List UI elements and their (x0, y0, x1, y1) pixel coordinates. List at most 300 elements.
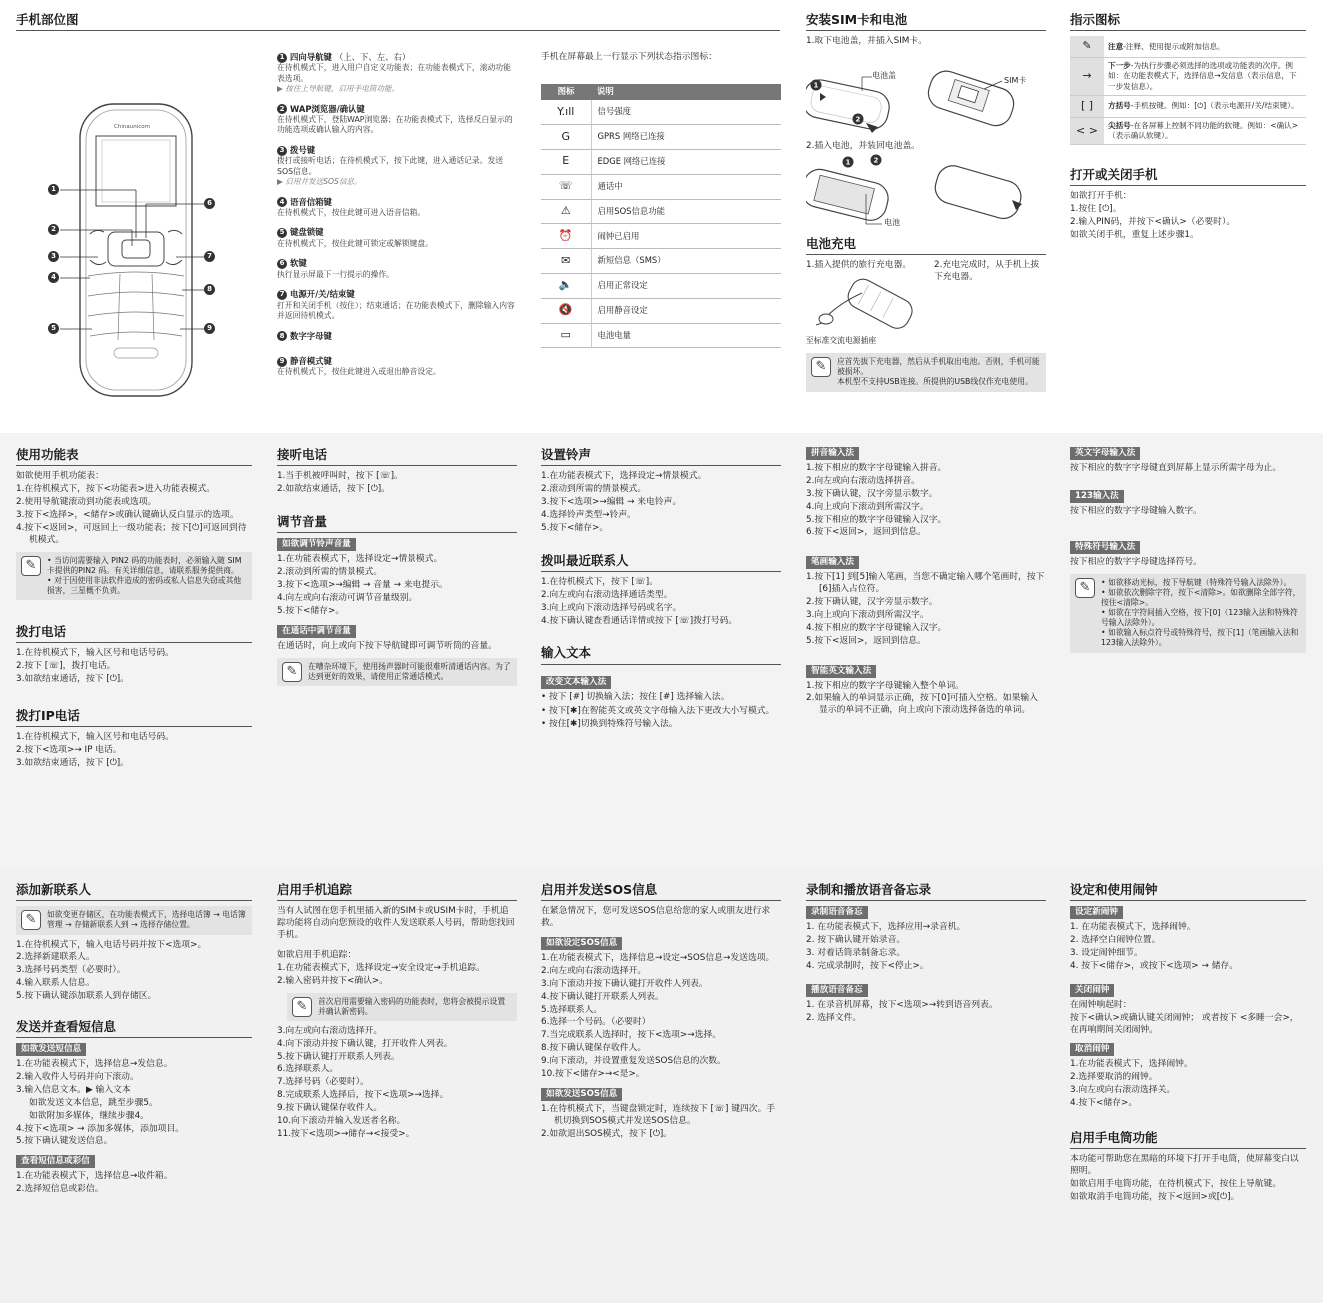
status-icon-desc: EDGE 网络已连接 (591, 149, 781, 174)
key-item (277, 104, 517, 136)
status-icons-intro: 手机在屏幕最上一行显示下列状态指示图标： (541, 52, 717, 62)
list-item: 3.向上或向下滚动到所需汉字。 (806, 609, 929, 620)
key-hint: ▶ 按住上导航键，启用手电筒功能。 (277, 84, 400, 94)
list-item: 1.在待机模式下，输入电话号码并按下<选项>。 (16, 939, 207, 950)
edge-icon: E (541, 149, 591, 174)
new-message-icon: ✉ (541, 249, 591, 274)
ringtone-title: 设置铃声 (541, 447, 781, 466)
list-item: 3.如欲结束通话，按下 [⏻]。 (16, 674, 129, 684)
phone-layout-section (16, 12, 780, 36)
contact-note-text: 如欲变更存储区，在功能表模式下，选择电话簿 → 电话簿管理 → 存储新联系人到 → 选择存储位置。 (47, 910, 246, 930)
list-item: 2.如果输入的单词显示正确，按下[0]可插入空格。如果输入显示的单词不正确，向上或向下滚动选择备选的单词。 (806, 693, 1038, 716)
battery-cover-label: 电池盖 (872, 71, 896, 81)
install-title: 安装SIM卡和电池 (806, 12, 1046, 31)
status-icon-desc: 通话中 (591, 174, 781, 199)
power-outro: 如欲关闭手机，重复上述步骤1。 (1070, 230, 1199, 241)
contact-sms-section (16, 882, 252, 1197)
list-item: • 按住[✱]切换到特殊符号输入法。 (541, 719, 678, 730)
charge-step-1: 1.插入提供的旅行充电器。 (806, 260, 912, 271)
tracker-title: 启用手机追踪 (277, 882, 517, 901)
sos-section (541, 882, 781, 1141)
indicator-text: -为执行步骤必须选择的选项或功能表的次序。例如：在功能表模式下，选择信息→发信息（表示信息，下一步发信息）。 (1108, 61, 1297, 91)
volume-note-text: 在嘈杂环境下，使用扬声器时可能很难听清通话内容。为了达到更好的效果，请使用正常通话模式。 (308, 661, 511, 681)
list-item: 1.按下相应的数字字母键输入整个单词。 (806, 680, 964, 691)
flashlight-title: 启用手电筒功能 (1070, 1130, 1306, 1149)
svg-text:1: 1 (813, 81, 819, 90)
list-item: 1.在功能表模式下，选择设定→安全设定→手机追踪。 (277, 962, 485, 973)
menu-note (16, 552, 252, 601)
key-title: 四向导航键 (290, 52, 332, 62)
indicator-text: -注释、使用提示或附加信息。 (1123, 41, 1225, 51)
indicator-text: -手机按键。例如：[⏻]（表示电源开/关/结束键）。 (1130, 101, 1299, 111)
table-row (541, 224, 781, 249)
list-item: 1.在功能表模式下，选择信息→收件箱。 (16, 1171, 173, 1182)
key-item (277, 331, 517, 342)
callout-7: 7 (204, 251, 215, 262)
key-title-extra: （上、下、左、右） (334, 52, 411, 62)
memo-steps-1 (806, 922, 1046, 973)
abc-sub: 英文字母输入法 (1070, 447, 1140, 460)
list-item: 5.按下确认键发送信息。 (16, 1136, 113, 1147)
ringtone-text-section (541, 447, 781, 733)
note-icon: ✎ (811, 357, 831, 377)
alarm-steps-1 (1070, 922, 1306, 973)
table-row (541, 149, 781, 174)
tracker-note (287, 993, 517, 1021)
list-item: 3.向上或向下滚动选择号码或名字。 (541, 602, 682, 613)
list-item: 2.按下 [☏]，拨打电话。 (16, 661, 116, 672)
key-desc: 在待机模式下，按住此键进入或退出静音设定。 (277, 367, 441, 377)
volume-p2: 在通话时，向上或向下按下导航键即可调节听筒的音量。 (277, 640, 497, 651)
list-item: 5.按下<储存>。 (541, 522, 609, 533)
list-item: 5.按下<返回>，返回到信息。 (806, 635, 926, 646)
symbol-p: 按下相应的数字字母键选择符号。 (1070, 556, 1202, 567)
list-item: 1.在待机模式下，按下 [☏]。 (541, 576, 659, 587)
list-item: 2.选择短信息或彩信。 (16, 1184, 104, 1195)
list-item: 4.按下确认键查看通话详情或按下 [☏]拨打号码。 (541, 615, 738, 626)
key-descriptions (277, 52, 517, 387)
recent-steps (541, 577, 781, 628)
phone-brand-label: Chinaunicom (114, 124, 150, 130)
list-item: 4.按下<返回>，可返回上一级功能表；按下[⏻]可返回到待机模式。 (16, 522, 247, 545)
list-item: 4.按下<储存>。 (1070, 1098, 1138, 1108)
list-item: 3.向左或向右滚动选择开。 (277, 1025, 383, 1036)
text-sub: 改变文本输入法 (541, 676, 611, 689)
symbol-note (1070, 574, 1306, 653)
answer-title: 接听电话 (277, 447, 517, 466)
callout-3: 3 (48, 251, 59, 262)
svg-text:1: 1 (845, 158, 851, 167)
key-title: 语音信箱键 (290, 196, 332, 207)
call-active-icon: ☏ (541, 174, 591, 199)
list-item: 9.按下确认键保存收件人。 (277, 1103, 383, 1113)
memo-sub-2: 播放语音备忘 (806, 984, 868, 997)
battery-install-drawing-icon (806, 154, 1046, 234)
list-item: 3.向下滚动并按下确认键打开收件人列表。 (541, 978, 708, 989)
memo-section (806, 882, 1046, 1026)
list-item: 2.向左或向右滚动选择开。 (541, 965, 647, 976)
key-number: 6 (277, 259, 287, 269)
table-row (541, 249, 781, 274)
table-row (541, 199, 781, 224)
list-item: 1.按下相应的数字字母键输入拼音。 (806, 463, 947, 473)
list-item: 3.选择号码类型（必要时）。 (16, 965, 126, 976)
list-item: 6.按下<返回>，返回到信息。 (806, 527, 926, 538)
status-icon-desc: 电池电量 (591, 323, 781, 348)
list-item: 3.输入信息文本。▶ 输入文本 (16, 1084, 131, 1095)
memo-steps-2 (806, 1000, 1046, 1025)
list-item: 8.完成联系人选择后，按下<选项>→选择。 (277, 1090, 449, 1101)
install-step-2: 2.插入电池，并装回电池盖。 (806, 141, 920, 152)
alarm-sub-1: 设定新闹钟 (1070, 906, 1123, 919)
install-step-1: 1.取下电池盖，并插入SIM卡。 (806, 36, 927, 47)
recent-title: 拨叫最近联系人 (541, 553, 781, 572)
table-row (541, 323, 781, 348)
list-item: 1.在待机模式下，按下<功能表>进入功能表模式。 (16, 484, 216, 495)
list-item: 5.按下相应的数字字母键输入汉字。 (806, 514, 947, 525)
tracker-section (277, 882, 517, 1142)
list-item: 8.按下确认键保存收件人。 (541, 1043, 647, 1054)
indicators-section (1070, 12, 1306, 243)
key-item (277, 258, 517, 280)
status-icons-section (541, 52, 781, 348)
key-item (277, 227, 517, 249)
pinyin-steps (806, 463, 1046, 539)
key-item (277, 145, 517, 188)
key-title: 数字字母键 (290, 330, 332, 341)
alarm-flashlight-section (1070, 882, 1306, 1205)
list-item: 3.按下确认键，汉字旁显示数字。 (806, 488, 938, 499)
table-header-desc: 说明 (591, 84, 781, 100)
volume-note (277, 658, 517, 686)
key-number: 2 (277, 104, 287, 114)
charge-step-2: 2.充电完成时，从手机上拔下充电器。 (934, 260, 1040, 283)
contact-note (16, 906, 252, 934)
list-item: 11.按下<选项>→储存→<接受>。 (277, 1128, 415, 1139)
normal-profile-icon: 🔈 (541, 273, 591, 298)
table-row (541, 174, 781, 199)
key-desc: 在待机模式下，登陆WAP浏览器；在功能表模式下，选择反白显示的功能选项或确认输入的内容。 (277, 114, 513, 135)
ipcall-steps (16, 732, 252, 770)
note-icon: ✎ (1070, 36, 1104, 57)
list-item: 5.按下确认键添加联系人到存储区。 (16, 991, 157, 1001)
key-title: 电源开/关/结束键 (290, 289, 355, 300)
list-item: 1.在待机模式下，输入区号和电话号码。 (16, 732, 174, 743)
contact-steps (16, 940, 252, 1003)
list-item: 2. 选择空白闹钟位置。 (1070, 935, 1161, 946)
table-header-icon: 图标 (541, 84, 591, 100)
list-item: 5.按下确认键打开联系人列表。 (277, 1051, 400, 1062)
alarm-steps-3 (1070, 1059, 1306, 1110)
sos-sub-2: 如欲发送SOS信息 (541, 1088, 622, 1101)
menu-section (16, 447, 252, 771)
note-icon: ✎ (292, 997, 312, 1017)
charge-note (806, 353, 1046, 391)
volume-steps (277, 554, 517, 617)
flashlight-p3: 如欲取消手电筒功能，按下<返回>或[⏻]。 (1070, 1191, 1240, 1202)
volume-sub-1: 如欲调节铃声音量 (277, 538, 356, 551)
alarm-title: 设定和使用闹钟 (1070, 882, 1306, 901)
list-item: 3.如欲结束通话，按下 [⏻]。 (16, 757, 129, 768)
list-item: 2.按下确认键，汉字旁显示数字。 (806, 597, 938, 607)
callout-4: 4 (48, 272, 59, 283)
list-item: 1.在功能表模式下，选择设定→情景模式。 (277, 554, 443, 565)
indicator-text: -在各屏幕上控制不同功能的软键。例如：<确认>（表示确认软键）。 (1108, 120, 1299, 140)
memo-sub-1: 录制语音备忘 (806, 906, 868, 919)
svg-text:2: 2 (873, 156, 879, 165)
list-item: 2.输入收件人号码并向下滚动。 (16, 1072, 139, 1082)
list-item: 6.选择一个号码。（必要时） (541, 1017, 651, 1028)
phone-illustration (46, 100, 226, 400)
status-icon-desc: 启用静音设定 (591, 298, 781, 323)
smart-sub: 智能英文输入法 (806, 665, 876, 678)
list-item: 5.选择联系人。 (541, 1004, 603, 1015)
status-icon-desc: 新短信息（SMS） (591, 249, 781, 274)
key-desc: 拨打或接听电话；在待机模式下，按下此键，进入通话记录。发送SOS信息。 (277, 156, 504, 176)
table-row (1070, 36, 1306, 57)
answer-volume-section (277, 447, 517, 691)
list-item: 4.按下<选项> → 添加多媒体，添加项目。 (16, 1123, 185, 1134)
install-illustration-1 (806, 49, 1046, 141)
status-icon-desc: 信号强度 (591, 100, 781, 125)
key-desc: 打开和关闭手机（按住）；结束通话；在功能表模式下，删除输入内容并返回待机模式。 (277, 300, 515, 321)
outlet-label: 至标准交流电源插座 (806, 335, 877, 345)
list-item: 2.滚动到所需的情景模式。 (541, 484, 647, 495)
callout-6: 6 (204, 198, 215, 209)
list-item: • 按下[✱]在智能英文或英文字母输入法下更改大小写模式。 (541, 705, 775, 716)
flashlight-p1: 本功能可帮助您在黑暗的环境下打开手电筒，使屏幕变白以照明。 (1070, 1154, 1299, 1176)
key-number: 1 (277, 53, 287, 63)
indicator-desc (1104, 36, 1306, 57)
status-icon-desc: GPRS 网络已连接 (591, 125, 781, 150)
note-icon: ✎ (1075, 578, 1095, 598)
list-item: 1.当手机被呼叫时，按下 [☏]。 (277, 471, 403, 482)
sos-steps-1 (541, 953, 781, 1081)
num123-p: 按下相应的数字字母键输入数字。 (1070, 505, 1202, 516)
abc-p: 按下相应的数字字母键直到屏幕上显示所需字母为止。 (1070, 463, 1282, 473)
list-item: 10.按下<储存>→<是>。 (541, 1068, 645, 1079)
list-item: 6.选择联系人。 (277, 1064, 339, 1075)
list-item: 1. 在功能表模式下，选择闹钟。 (1070, 922, 1196, 933)
tracker-note-text: 首次启用需要输入密码的功能表时，您将会被提示设置并确认新密码。 (318, 996, 506, 1016)
note-icon: ✎ (21, 910, 41, 930)
charge-note-1: 应首先拔下充电器，然后从手机取出电池。否则，手机可能被损坏。 (837, 357, 1040, 377)
table-row (541, 298, 781, 323)
list-item: 1.在功能表模式下，选择设定→情景模式。 (541, 471, 707, 482)
list-item: 3.按下<选择>，<储存>或确认键确认反白显示的选项。 (16, 509, 239, 520)
svg-text:2: 2 (855, 115, 861, 124)
indicator-term: 注意 (1108, 41, 1124, 51)
sms-sub-1: 如欲发送短信息 (16, 1043, 86, 1056)
volume-title: 调节音量 (277, 514, 517, 533)
charger-drawing-icon (806, 273, 926, 329)
key-hint: ▶ 启用并发送SOS信息。 (277, 177, 362, 187)
list-item: 4.选择铃声类型→铃声。 (541, 509, 636, 520)
table-row (541, 125, 781, 150)
list-item: 4. 完成录制时，按下<停止>。 (806, 960, 929, 971)
power-title: 打开或关闭手机 (1070, 167, 1306, 186)
text-title: 输入文本 (541, 645, 781, 664)
list-item: 10.向下滚动并输入发送者名称。 (277, 1115, 406, 1126)
indicator-desc (1104, 95, 1306, 117)
key-number: 5 (277, 228, 287, 238)
list-item: 7.选择号码（必要时）。 (277, 1077, 369, 1088)
symbol-note-3: • 如欲在字符间插入空格，按下[0]（123输入法和特殊符号输入法除外）。 (1101, 608, 1298, 628)
list-item: 2.使用导航键滚动到功能表或选项。 (16, 497, 157, 507)
indicator-term: 方括号 (1108, 101, 1131, 111)
key-number: 3 (277, 146, 287, 156)
list-item: 如欲附加多媒体，继续步骤4。 (29, 1110, 149, 1121)
more-input-section (1070, 447, 1306, 658)
note-icon: ✎ (282, 662, 302, 682)
menu-intro: 如欲使用手机功能表： (16, 471, 104, 482)
list-item: 1. 在录音机屏幕，按下<选项>→转到语音列表。 (806, 999, 998, 1010)
list-item: 2.滚动到所需的情景模式。 (277, 567, 383, 578)
list-item: 2.按下<选项>→ IP 电话。 (16, 745, 122, 755)
alarm-p2b: 按下<确认>或确认键关闭闹钟； 或者按下 <多睡一会>，在再响期间关闭闹钟。 (1070, 1012, 1299, 1035)
menu-note-1: • 当访问需要输入 PIN2 码的功能表时，必须输入随 SIM 卡提供的PIN2 码。有关详细信息，请联系服务提供商。 (47, 555, 242, 575)
key-desc: 执行显示屏最下一行提示的操作。 (277, 269, 394, 279)
callout-2: 2 (48, 224, 59, 235)
call-title: 拨打电话 (16, 624, 252, 643)
callout-1: 1 (48, 184, 59, 195)
key-number: 8 (277, 331, 287, 341)
list-item: 1.按下[1] 到[5]输入笔画，当您不确定输入哪个笔画时，按下[6]插入占位符。 (806, 572, 1045, 595)
list-item: 2.向左或向右滚动选择拼音。 (806, 475, 920, 486)
sos-sub-1: 如欲设定SOS信息 (541, 937, 622, 950)
list-item: 1.在功能表模式下，选择信息→发信息。 (16, 1059, 173, 1070)
power-steps (1070, 204, 1306, 229)
key-number: 9 (277, 357, 287, 367)
callout-5: 5 (48, 323, 59, 334)
gprs-icon: G (541, 125, 591, 150)
indicator-desc (1104, 58, 1306, 96)
list-item: 4.向上或向下滚动到所需汉字。 (806, 501, 929, 512)
stroke-sub: 笔画输入法 (806, 556, 859, 569)
note-icon: ✎ (21, 556, 41, 576)
smart-steps (806, 681, 1046, 718)
list-item: 4.向下滚动并按下确认键，打开收件人列表。 (277, 1038, 453, 1049)
phone-layout-title: 手机部位图 (16, 12, 780, 31)
list-item: 如欲发送文本信息，跳至步骤5。 (29, 1097, 158, 1108)
key-item (277, 52, 517, 95)
power-intro: 如欲打开手机： (1070, 191, 1132, 202)
battery-icon: ▭ (541, 323, 591, 348)
table-row (541, 100, 781, 125)
symbol-note-2: • 如欲依次删除字符，按下<清除>。如欲删除全部字符，按住<清除>。 (1101, 587, 1301, 607)
alarm-icon: ⏰ (541, 224, 591, 249)
call-steps (16, 648, 252, 686)
install-section (806, 12, 1046, 397)
key-number: 7 (277, 290, 287, 300)
angle-bracket-icon: < > (1070, 117, 1104, 145)
list-item: 4.按下相应的数字字母键输入汉字。 (806, 622, 947, 633)
key-desc: 在待机模式下，进入用户自定义功能表；在功能表模式下，滚动功能表选项。 (277, 63, 511, 83)
charge-steps (806, 260, 1046, 333)
key-item (277, 289, 517, 321)
signal-strength-icon: Y.ıll (541, 100, 591, 125)
stroke-steps (806, 572, 1046, 647)
alarm-p2a: 在闹钟响起时： (1070, 999, 1132, 1010)
silent-profile-icon: 🔇 (541, 298, 591, 323)
sms-steps-2 (16, 1171, 252, 1196)
callout-9: 9 (204, 323, 215, 334)
list-item: 1. 在功能表模式下，选择应用→录音机。 (806, 922, 966, 933)
symbol-note-4: • 如欲输入标点符号或特殊符号，按下[1]（笔画输入法和123输入法除外）。 (1101, 628, 1299, 648)
list-item: 3. 对着话筒录制备忘录。 (806, 948, 906, 958)
status-icon-desc: 启用正常设定 (591, 273, 781, 298)
menu-steps (16, 484, 252, 546)
list-item: 2. 按下确认键开始录音。 (806, 935, 906, 946)
table-row (1070, 95, 1306, 117)
indicators-title: 指示图标 (1070, 12, 1306, 31)
sos-title: 启用并发送SOS信息 (541, 882, 781, 901)
list-item: 9.向下滚动，并设置重复发送SOS信息的次数。 (541, 1056, 726, 1066)
key-item (277, 197, 517, 219)
list-item: 1.在待机模式下，当键盘锁定时，连续按下 [☏] 键四次。手机切换到SOS模式并发送SOS信息。 (541, 1103, 776, 1126)
num123-sub: 123输入法 (1070, 490, 1124, 503)
list-item: 2.向左或向右滚动选择通话类型。 (541, 589, 673, 600)
list-item: 7.当完成联系人选择时，按下<选项>→选择。 (541, 1030, 722, 1041)
install-illustration-2 (806, 154, 1046, 234)
list-item: 4. 按下<储存>，或按下<选项> → 储存。 (1070, 960, 1238, 971)
list-item: 1.在功能表模式下，选择闹钟。 (1070, 1059, 1193, 1070)
key-number: 4 (277, 197, 287, 207)
list-item: 3.按下<选项>→编辑 → 来电铃声。 (541, 497, 682, 507)
list-item: 4.向左或向右滚动可调节音量级别。 (277, 592, 418, 603)
list-item: 3. 设定闹钟细节。 (1070, 948, 1143, 958)
ringtone-steps (541, 471, 781, 534)
key-desc: 在待机模式下，按住此键可进入语音信箱。 (277, 207, 426, 217)
tracker-steps-2 (277, 1026, 517, 1141)
key-title: WAP浏览器/确认键 (290, 103, 365, 114)
list-item: 1.按住 [⏻]。 (1070, 204, 1122, 215)
list-item: 3.按下<选项>→编辑 → 音量 → 来电提示。 (277, 580, 448, 590)
key-title: 键盘锁键 (290, 227, 324, 238)
indicator-term: 尖括号 (1108, 120, 1131, 130)
table-row (541, 273, 781, 298)
status-icon-desc: 闹钟已启用 (591, 224, 781, 249)
list-item: 4.按下确认键打开联系人列表。 (541, 991, 664, 1002)
sos-icon: ⚠ (541, 199, 591, 224)
key-title: 静音模式键 (290, 355, 332, 366)
memo-title: 录制和播放语音备忘录 (806, 882, 1046, 901)
list-item: 2.选择新建联系人。 (16, 952, 95, 963)
list-item: 1.在待机模式下，输入区号和电话号码。 (16, 648, 174, 659)
contact-title: 添加新联系人 (16, 882, 252, 901)
alarm-sub-3: 取消闹钟 (1070, 1043, 1114, 1056)
callout-8: 8 (204, 284, 215, 295)
list-item: 2.输入密码并按下<确认>。 (277, 975, 389, 986)
text-bullets (541, 692, 781, 732)
phone-drawing-icon (46, 100, 226, 400)
sms-steps-1 (16, 1059, 252, 1148)
indicator-term: 下一步 (1108, 61, 1131, 71)
list-item: 2.如欲结束通话，按下 [⏻]。 (277, 484, 390, 495)
key-title: 拨号键 (290, 145, 316, 155)
battery-label: 电池 (884, 218, 900, 227)
pinyin-sub: 拼音输入法 (806, 447, 859, 460)
list-item: 3.向左或向右滚动选择关。 (1070, 1085, 1176, 1096)
sim-label: SIM卡 (1004, 76, 1027, 86)
volume-sub-2: 在通话中调节音量 (277, 625, 356, 638)
ipcall-title: 拨打IP电话 (16, 708, 252, 727)
sms-sub-2: 查看短信息或彩信 (16, 1155, 95, 1168)
sim-install-drawing-icon (806, 49, 1046, 141)
input-methods-section (806, 447, 1046, 718)
charge-note-2: 本机型不支持USB连接。所提供的USB线仅作充电使用。 (837, 377, 1033, 387)
list-item: • 按下 [#] 切换输入法；按住 [#] 选择输入法。 (541, 691, 730, 702)
